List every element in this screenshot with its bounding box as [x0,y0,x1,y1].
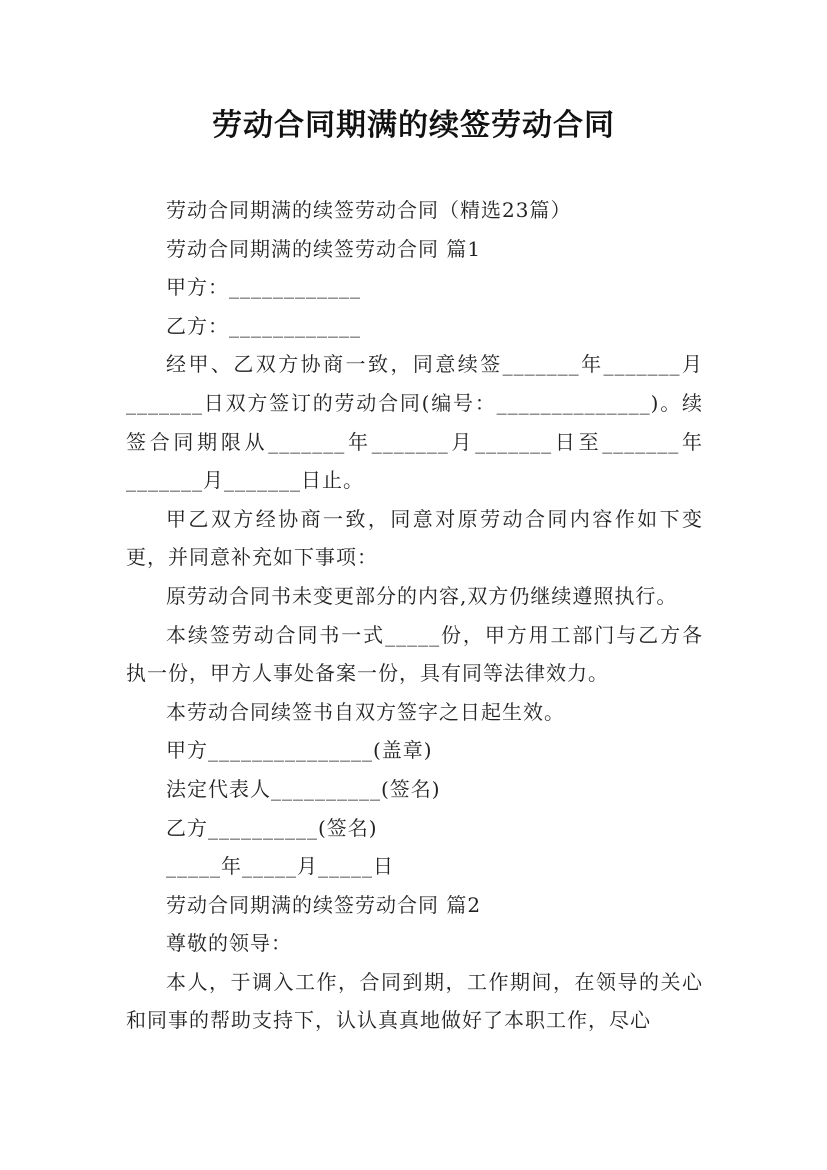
paragraph-renewal-terms: 经甲、乙双方协商一致，同意续签_______年_______月_______日双方签订的劳动合同(编号：______________)。续签合同期限从_______年_______月_______日至_______年_______月_______日止。 [126,352,703,493]
paragraph-section-2-heading: 劳动合同期满的续签劳动合同 篇2 [166,892,482,917]
paragraph-party-b: 乙方：____________ [166,313,361,338]
paragraph-section-1-heading: 劳动合同期满的续签劳动合同 篇1 [166,236,482,261]
signature-legal-rep: 法定代表人__________(签名) [166,776,441,801]
document-body [126,191,703,1040]
paragraph-effective: 本劳动合同续签书自双方签字之日起生效。 [166,699,565,724]
signature-party-b: 乙方__________(签名) [166,815,378,840]
signature-party-a: 甲方_______________(盖章) [166,738,433,763]
paragraph-unchanged: 原劳动合同书未变更部分的内容,双方仍继续遵照执行。 [166,583,678,608]
paragraph-letter-body: 本人，于调入工作，合同到期，工作期间，在领导的关心和同事的帮助支持下，认认真真地做好了本职工作，尽心 [126,969,703,1033]
document-title: 劳动合同期满的续签劳动合同 [212,108,615,143]
paragraph-salutation: 尊敬的领导： [166,931,292,956]
paragraph-changes: 甲乙双方经协商一致，同意对原劳动合同内容作如下变更，并同意补充如下事项： [126,506,703,570]
paragraph-copies: 本续签劳动合同书一式_____份，甲方用工部门与乙方各执一份，甲方人事处备案一份，具有同等法律效力。 [126,622,703,686]
paragraph-subtitle: 劳动合同期满的续签劳动合同（精选23篇） [166,198,572,222]
paragraph-party-a: 甲方：____________ [166,275,361,300]
signature-date: _____年_____月_____日 [166,854,394,879]
